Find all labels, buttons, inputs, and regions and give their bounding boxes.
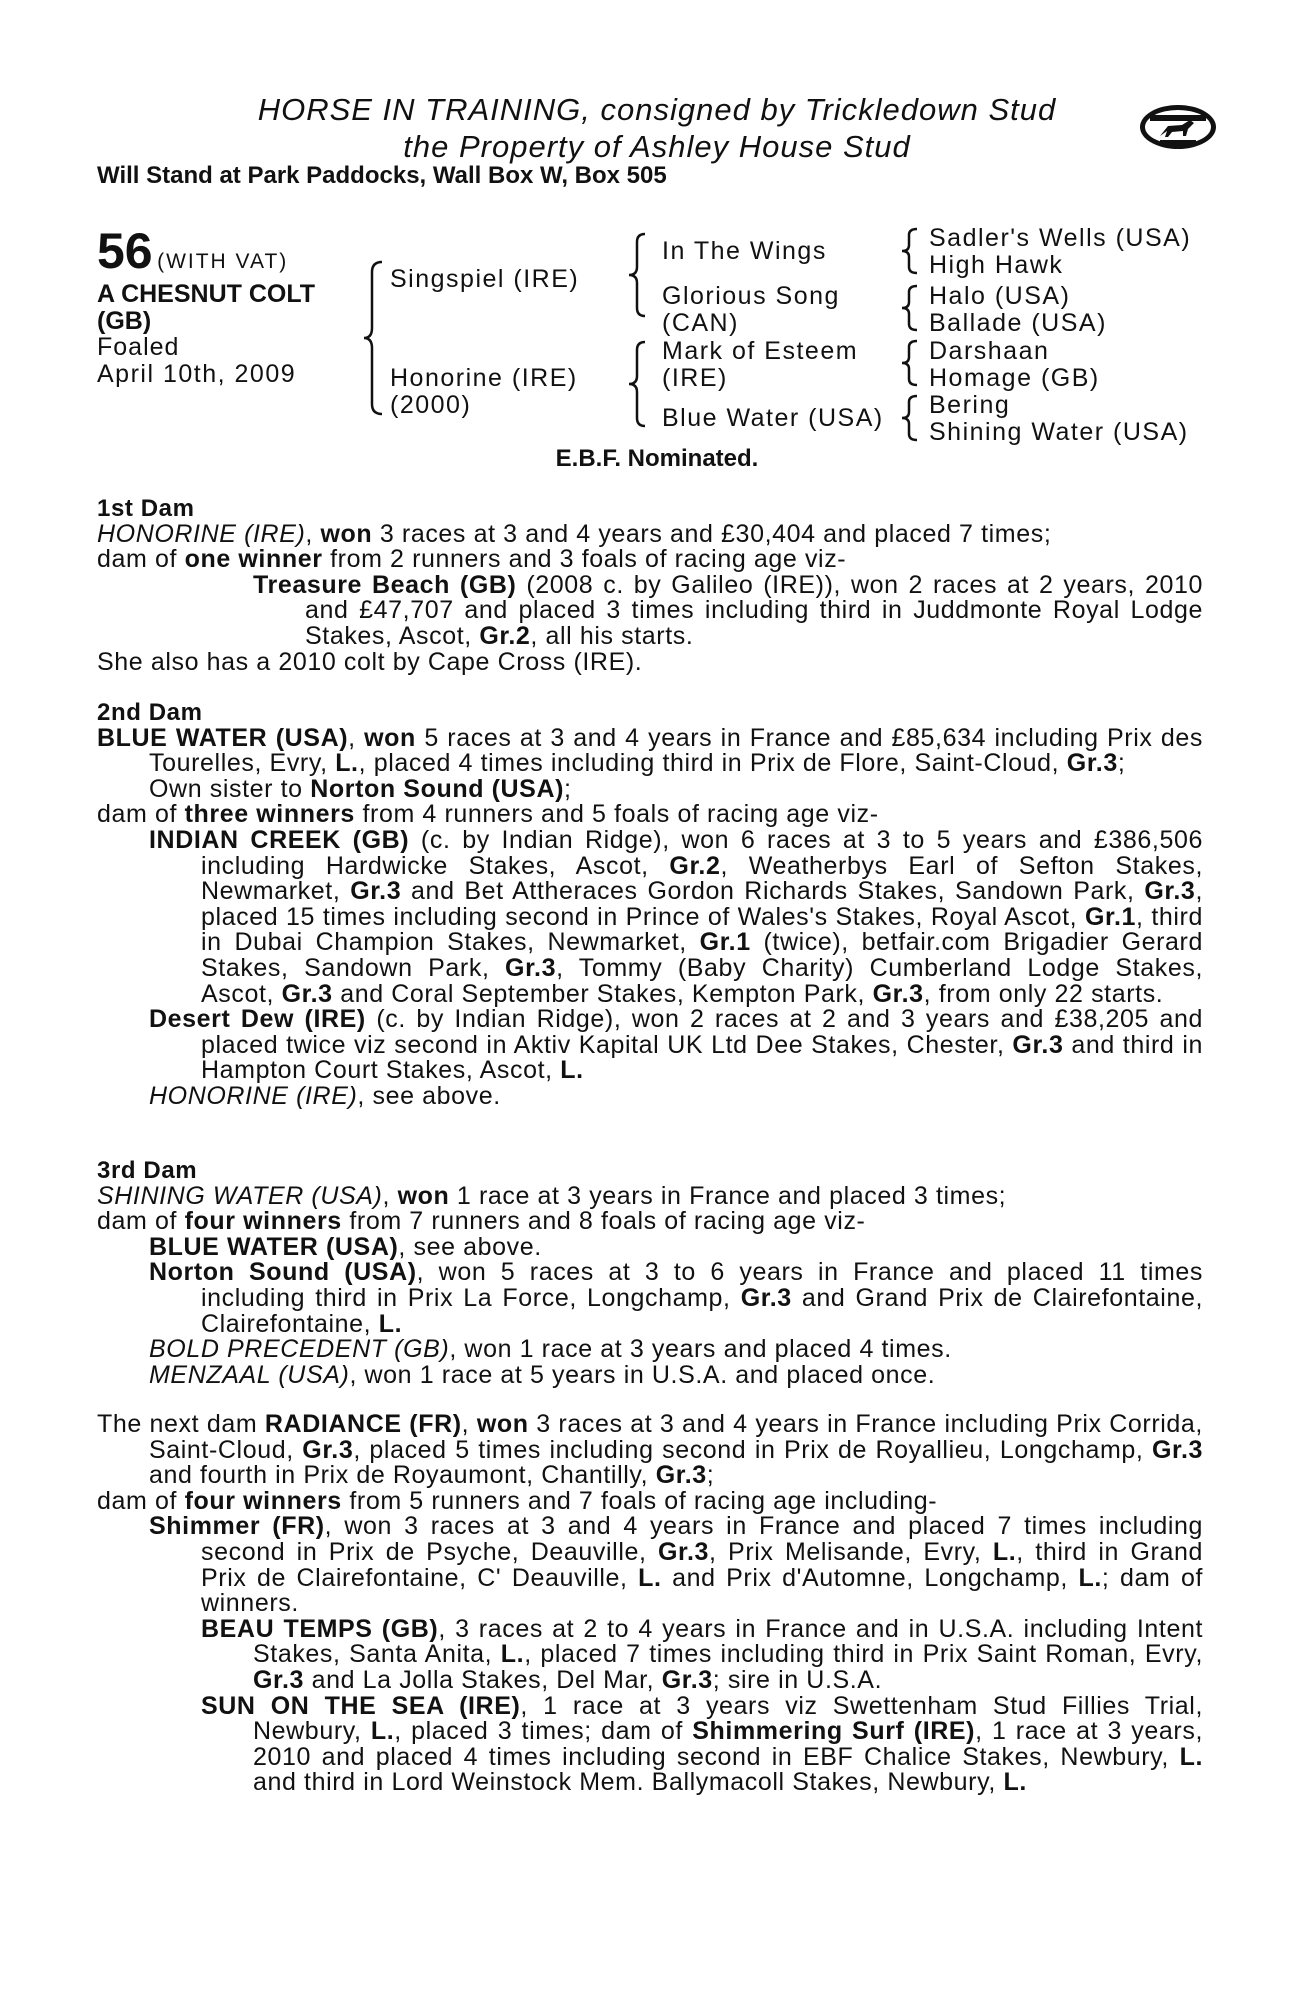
second-dam-record bbox=[97, 723, 1203, 803]
pedigree-ddd: Shining Water (USA) bbox=[929, 418, 1189, 446]
produce-entry bbox=[149, 1337, 1203, 1363]
text: L. bbox=[1078, 1563, 1102, 1592]
text: and third in Lord Weinstock Mem. Ballymacoll Stakes, Newbury, bbox=[253, 1768, 1004, 1797]
text: L. bbox=[1003, 1768, 1027, 1797]
text: ; bbox=[706, 1461, 715, 1490]
pedigree-dam: Honorine (IRE) bbox=[390, 364, 578, 392]
next-dam-record bbox=[97, 1412, 1203, 1489]
ebf-nominated: E.B.F. Nominated. bbox=[555, 445, 759, 472]
foaled-date: April 10th, 2009 bbox=[97, 360, 297, 388]
text: one winner bbox=[184, 545, 323, 574]
text: , placed 4 times including third in Prix de Flore, Saint-Cloud, bbox=[358, 749, 1067, 778]
text: and fourth in Prix de Royaumont, Chantilly, bbox=[149, 1461, 656, 1490]
text: , see above. bbox=[357, 1081, 501, 1110]
text: ; dam of winners. bbox=[201, 1563, 1204, 1618]
produce-entry bbox=[149, 570, 1203, 650]
horse-name: BOLD PRECEDENT (GB) bbox=[149, 1335, 450, 1364]
text: , all his starts. bbox=[530, 621, 694, 650]
produce-entry bbox=[149, 1081, 1203, 1110]
text: , third in Dubai Champion Stakes, Newmarket, bbox=[201, 902, 1203, 957]
text: from 2 runners and 3 foals of racing age viz- bbox=[322, 545, 847, 574]
text: , 1 race at 3 years viz Swettenham Stud Fillies Trial, Newbury, bbox=[253, 1691, 1203, 1746]
pedigree-brace-4 bbox=[895, 226, 925, 276]
text: , bbox=[461, 1410, 477, 1438]
produce-entry bbox=[149, 1514, 1203, 1616]
first-dam-heading: 1st Dam bbox=[97, 495, 195, 522]
text: four winners bbox=[184, 1207, 342, 1236]
pedigree-dam-dam: Blue Water (USA) bbox=[662, 404, 884, 432]
text: ; bbox=[1117, 749, 1126, 778]
horse-name: SUN ON THE SEA (IRE) bbox=[201, 1691, 521, 1720]
horse-name: BEAU TEMPS (GB) bbox=[201, 1614, 439, 1643]
pedigree-dam-year: (2000) bbox=[390, 391, 472, 419]
text: L. bbox=[560, 1056, 584, 1085]
text: L. bbox=[335, 749, 359, 778]
first-dam-produce bbox=[97, 547, 1203, 573]
text: dam of bbox=[97, 545, 185, 574]
text: dam of bbox=[97, 800, 185, 829]
second-dam-section bbox=[97, 700, 1203, 1110]
produce-entry bbox=[149, 1260, 1203, 1337]
text: Gr.3 bbox=[302, 1435, 354, 1464]
text: Gr.2 bbox=[479, 621, 531, 650]
text: , bbox=[382, 1181, 398, 1210]
lot-number: 56 bbox=[97, 223, 153, 279]
pedigree-dss: Darshaan bbox=[929, 337, 1050, 365]
text: four winners bbox=[184, 1486, 342, 1515]
text: , Prix Melisande, Evry, bbox=[709, 1537, 993, 1566]
text: 3 races at 3 and 4 years in France including Prix Corrida, Saint-Cloud, bbox=[149, 1410, 1203, 1464]
dam-name: HONORINE (IRE) bbox=[97, 519, 306, 548]
text: , won 1 race at 5 years in U.S.A. and placed once. bbox=[349, 1360, 936, 1389]
horse-name: Desert Dew (IRE) bbox=[149, 1005, 366, 1034]
text: Gr.3 bbox=[1151, 1435, 1203, 1464]
text: , Tommy (Baby Charity) Cumberland Lodge Stakes, Ascot, bbox=[201, 953, 1203, 1008]
text: Own sister to bbox=[149, 774, 311, 803]
horse-name: HONORINE (IRE) bbox=[149, 1081, 358, 1110]
pedigree-sire: Singspiel (IRE) bbox=[390, 265, 580, 293]
third-dam-record bbox=[97, 1181, 1203, 1210]
pedigree-brace-7 bbox=[895, 393, 925, 443]
text: L. bbox=[378, 1309, 403, 1338]
text: The next dam bbox=[97, 1410, 265, 1438]
produce-entry bbox=[149, 1007, 1203, 1084]
text: L. bbox=[1179, 1742, 1203, 1771]
horse-name: Shimmering Surf (IRE) bbox=[692, 1717, 976, 1746]
stand-location: Will Stand at Park Paddocks, Wall Box W, Box 505 bbox=[97, 162, 667, 189]
horse-name: Shimmer (FR) bbox=[149, 1512, 325, 1541]
next-dam-produce bbox=[97, 1486, 1203, 1515]
header-line-1: HORSE IN TRAINING, consigned by Trickledown Stud bbox=[257, 92, 1057, 127]
text: from 4 runners and 5 foals of racing age viz- bbox=[354, 800, 879, 829]
horse-name: Treasure Beach (GB) bbox=[253, 570, 517, 599]
text: Gr.3 bbox=[253, 1665, 305, 1694]
text: from 7 runners and 8 foals of racing age viz- bbox=[341, 1207, 866, 1236]
text: , won 3 races at 3 and 4 years in France and placed 7 times including second in Prix de Psyche, Deauville, bbox=[201, 1512, 1203, 1566]
horse-name: MENZAAL (USA) bbox=[149, 1360, 350, 1389]
text: , placed 3 times; dam of bbox=[394, 1717, 693, 1746]
dam-name: RADIANCE (FR) bbox=[264, 1410, 462, 1438]
text: three winners bbox=[184, 800, 355, 829]
text: and Bet Attheraces Gordon Richards Stakes, Sandown Park, bbox=[401, 877, 1145, 906]
text: Gr.3 bbox=[740, 1283, 792, 1312]
text: won bbox=[476, 1410, 529, 1438]
text: ; sire in U.S.A. bbox=[712, 1665, 883, 1694]
produce-entry bbox=[149, 1232, 1203, 1261]
pedigree-dds: Bering bbox=[929, 391, 1011, 419]
text: , 1 race at 3 years, 2010 and placed 4 times including second in EBF Chalice Stakes, Newbury, bbox=[253, 1717, 1203, 1771]
pedigree-ssd: High Hawk bbox=[929, 251, 1064, 279]
text: , placed 7 times including third in Prix Saint Roman, Evry, bbox=[524, 1640, 1203, 1669]
text: ; bbox=[564, 774, 572, 803]
next-dam-section bbox=[97, 1412, 1203, 1796]
pedigree-brace-6 bbox=[895, 338, 925, 388]
text: dam of bbox=[97, 1207, 185, 1236]
text: Gr.3 bbox=[658, 1537, 710, 1566]
pedigree-dam-sire: Mark of Esteem bbox=[662, 337, 859, 365]
text: L. bbox=[370, 1717, 395, 1746]
text: Gr.3 bbox=[1066, 749, 1118, 778]
text: Gr.2 bbox=[669, 851, 721, 880]
text: (c. by Indian Ridge), won 6 races at 3 to 5 years and £386,506 including Hardwicke Stakes, Ascot, bbox=[201, 825, 1203, 880]
second-dam-produce bbox=[97, 802, 1203, 828]
third-dam-heading: 3rd Dam bbox=[97, 1157, 198, 1184]
text: L. bbox=[638, 1563, 662, 1592]
text: L. bbox=[992, 1537, 1017, 1566]
text: Gr.3 bbox=[505, 953, 557, 982]
text: Gr.3 bbox=[350, 877, 402, 906]
produce-entry bbox=[149, 1360, 1203, 1389]
pedigree-dsd: Homage (GB) bbox=[929, 364, 1100, 392]
pedigree-sdd: Ballade (USA) bbox=[929, 309, 1107, 337]
yearling-bonus-logo bbox=[1138, 102, 1218, 152]
horse-name: Norton Sound (USA) bbox=[149, 1258, 417, 1287]
text: Norton Sound (USA) bbox=[310, 774, 565, 803]
pedigree-sds: Halo (USA) bbox=[929, 282, 1071, 310]
text: (2008 c. by Galileo (IRE)), won 2 races at 2 years, 2010 and £47,707 and placed 3 times including third in Juddmonte Royal Lodge Stakes, Ascot, bbox=[305, 570, 1203, 650]
text: won bbox=[364, 723, 416, 752]
pedigree-sire-sire: In The Wings bbox=[662, 237, 827, 265]
text: L. bbox=[500, 1640, 525, 1669]
text: , third in Grand Prix de Clairefontaine, C' Deauville, bbox=[201, 1537, 1203, 1592]
text: Gr.3 bbox=[281, 979, 333, 1008]
text: and Prix d'Automne, Longchamp, bbox=[661, 1563, 1079, 1592]
text: , won 1 race at 3 years and placed 4 times. bbox=[449, 1335, 952, 1364]
text: 5 races at 3 and 4 years in France and £85,634 including Prix des Tourelles, Evry, bbox=[149, 723, 1203, 778]
vat-note: (WITH VAT) bbox=[157, 250, 289, 273]
lot-description: A CHESNUT COLT bbox=[97, 280, 316, 308]
text: Gr.3 bbox=[661, 1665, 713, 1694]
first-dam-section bbox=[97, 496, 1203, 675]
text: from 5 runners and 7 foals of racing age including- bbox=[341, 1486, 938, 1515]
text: , 3 races at 2 to 4 years in France and in U.S.A. including Intent Stakes, Santa Anita, bbox=[253, 1614, 1203, 1669]
pedigree-sire-dam: Glorious Song bbox=[662, 282, 840, 310]
text: Gr.3 bbox=[1012, 1030, 1064, 1059]
text: , from only 22 starts. bbox=[923, 979, 1164, 1008]
third-dam-produce bbox=[97, 1209, 1203, 1235]
horse-name: INDIAN CREEK (GB) bbox=[149, 825, 410, 854]
pedigree-sire-dam-country: (CAN) bbox=[662, 309, 739, 337]
text: , Weatherbys Earl of Sefton Stakes, Newmarket, bbox=[201, 851, 1203, 906]
text: 1 race at 3 years in France and placed 3 times; bbox=[449, 1181, 1007, 1210]
text: , won 5 races at 3 to 6 years in France and placed 11 times including third in Prix La Force, Longchamp, bbox=[201, 1258, 1204, 1312]
text: won bbox=[397, 1181, 450, 1210]
pedigree-brace-1 bbox=[360, 258, 390, 418]
text: won bbox=[320, 519, 373, 548]
pedigree-brace-3 bbox=[623, 338, 653, 430]
text: , bbox=[348, 723, 365, 752]
text: and La Jolla Stakes, Del Mar, bbox=[304, 1665, 662, 1694]
text: and Grand Prix de Clairefontaine, Clairefontaine, bbox=[201, 1283, 1203, 1338]
text: and Coral September Stakes, Kempton Park, bbox=[332, 979, 873, 1008]
lot-number-block bbox=[97, 222, 288, 280]
text: , see above. bbox=[398, 1232, 542, 1261]
text: , placed 5 times including second in Prix de Royallieu, Longchamp, bbox=[353, 1435, 1152, 1464]
horse-name: BLUE WATER (USA) bbox=[149, 1232, 399, 1261]
produce-entry bbox=[149, 825, 1203, 1008]
text: Gr.3 bbox=[1144, 877, 1196, 906]
grand-produce-entry bbox=[201, 1691, 1203, 1797]
first-dam-record bbox=[97, 519, 1203, 548]
dam-name: BLUE WATER (USA) bbox=[97, 723, 349, 752]
text: dam of bbox=[97, 1486, 185, 1515]
grand-produce-entry bbox=[201, 1614, 1203, 1694]
lot-country: (GB) bbox=[97, 307, 152, 335]
header-line-2: the Property of Ashley House Stud bbox=[403, 129, 911, 164]
third-dam-section bbox=[97, 1158, 1203, 1388]
pedigree-sss: Sadler's Wells (USA) bbox=[929, 224, 1192, 252]
text: , placed 15 times including second in Prince of Wales's Stakes, Royal Ascot, bbox=[201, 877, 1203, 931]
text: Gr.1 bbox=[1084, 902, 1137, 931]
pedigree-dam-sire-country: (IRE) bbox=[662, 364, 728, 392]
dam-name: SHINING WATER (USA) bbox=[97, 1181, 383, 1210]
text: Gr.3 bbox=[655, 1461, 707, 1490]
text: and third in Hampton Court Stakes, Ascot, bbox=[201, 1030, 1203, 1085]
text: 3 races at 3 and 4 years and £30,404 and placed 7 times; bbox=[372, 519, 1052, 548]
text: (twice), betfair.com Brigadier Gerard Stakes, Sandown Park, bbox=[201, 928, 1203, 982]
text: Gr.1 bbox=[699, 928, 751, 957]
text: (c. by Indian Ridge), won 2 races at 2 and 3 years and £38,205 and placed twice viz second in Aktiv Kapital UK Ltd Dee Stakes, Chester, bbox=[201, 1005, 1203, 1059]
text: Gr.3 bbox=[872, 979, 924, 1008]
pedigree-brace-2 bbox=[623, 230, 653, 320]
text: , bbox=[305, 519, 321, 548]
foaled-label: Foaled bbox=[97, 333, 180, 361]
pedigree-brace-5 bbox=[895, 283, 925, 333]
first-dam-note: She also has a 2010 colt by Cape Cross (IRE). bbox=[97, 647, 643, 676]
second-dam-heading: 2nd Dam bbox=[97, 699, 203, 726]
